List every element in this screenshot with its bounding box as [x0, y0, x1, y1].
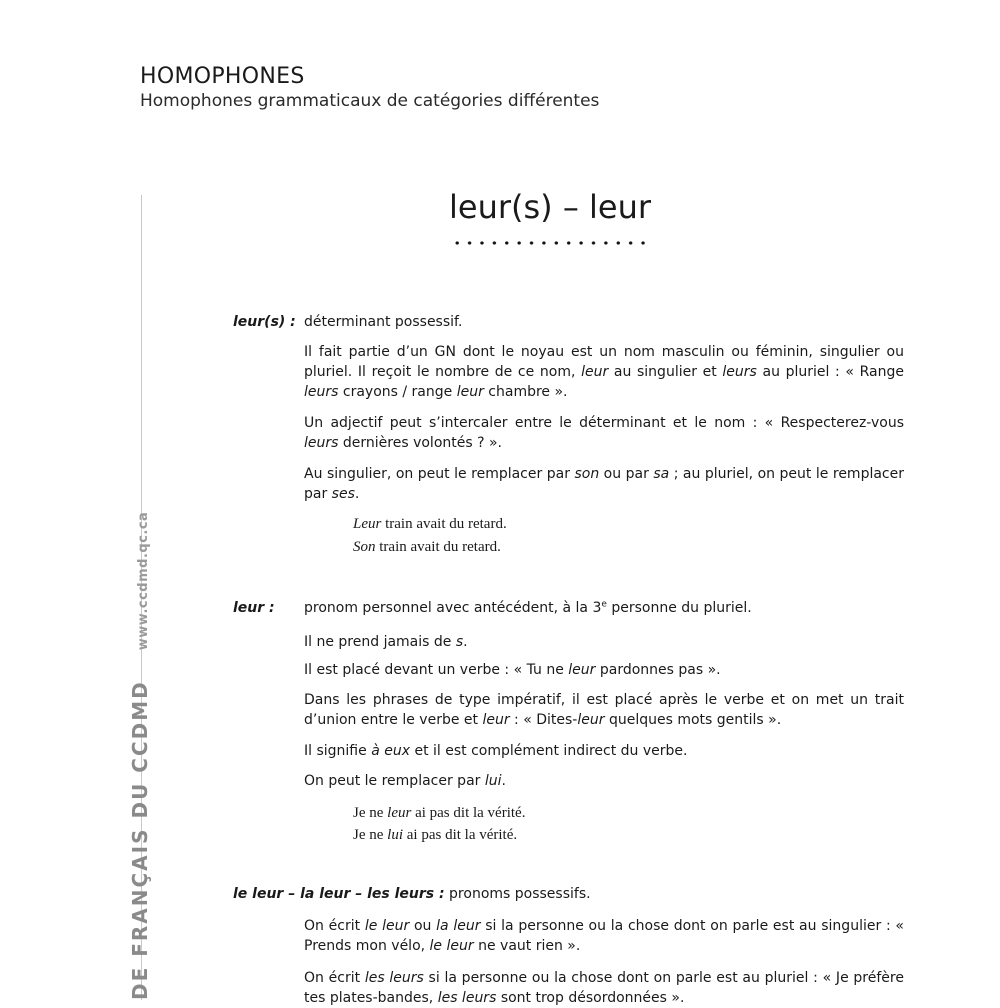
sidebar-url: www.ccdmd.qc.ca: [136, 511, 151, 651]
section3-paragraph-2: On écrit les leurs si la personne ou la chose dont on parle est au pluriel : « Je préfère tes plates-bandes, les leurs sont trop désordonnées ».: [304, 970, 904, 1006]
section1-term: leur(s) :: [233, 314, 296, 330]
sidebar-title: DE FRANÇAIS DU CCDMD: [128, 680, 152, 1000]
section2-example-2: Je ne lui ai pas dit la vérité.: [353, 827, 518, 843]
section2-paragraph-2: Il est placé devant un verbe : « Tu ne leur pardonnes pas ».: [304, 662, 721, 678]
section2-paragraph-5: On peut le remplacer par lui.: [304, 773, 506, 789]
section1-paragraph-3: Au singulier, on peut le remplacer par son ou par sa ; au pluriel, on peut le remplacer par ses.: [304, 466, 904, 502]
section2-paragraph-1: Il ne prend jamais de s.: [304, 634, 468, 650]
page-title: leur(s) – leur: [448, 188, 651, 226]
section2-term: leur :: [233, 600, 275, 616]
header-title: HOMOPHONES: [140, 64, 305, 89]
section1-example-2: Son train avait du retard.: [353, 539, 501, 555]
title-dotted-underline: [451, 240, 649, 246]
section3-paragraph-1: On écrit le leur ou la leur si la personne ou la chose dont on parle est au singulier : « Prends mon vélo, le leur ne vaut rien ».: [304, 918, 904, 954]
section2-example-1: Je ne leur ai pas dit la vérité.: [353, 805, 526, 821]
section3-definition: pronoms possessifs.: [444, 886, 591, 902]
page-header: [140, 64, 599, 112]
section1-paragraph-2: Un adjectif peut s’intercaler entre le déterminant et le nom : « Respecterez-vous leurs dernières volontés ? ».: [304, 415, 904, 451]
section2-definition: pronom personnel avec antécédent, à la 3e personne du pluriel.: [304, 599, 752, 616]
section3-term: le leur – la leur – les leurs :: [233, 886, 445, 902]
header-subtitle: Homophones grammaticaux de catégories différentes: [140, 91, 600, 111]
sidebar-vertical-text: [128, 512, 152, 1000]
section1-paragraph-1: Il fait partie d’un GN dont le noyau est un nom masculin ou féminin, singulier ou pluriel. Il reçoit le nombre de ce nom, leur au singulier et leurs au pluriel : « Range leurs crayons / range leur chambre ».: [304, 344, 905, 400]
section2-paragraph-3: Dans les phrases de type impératif, il est placé après le verbe et on met un trait d’union entre le verbe et leur : « Dites-leur quelques mots gentils ».: [304, 692, 904, 728]
section3-heading: [233, 886, 591, 902]
section2-paragraph-4: Il signifie à eux et il est complément indirect du verbe.: [304, 743, 688, 759]
section1-example-1: Leur train avait du retard.: [353, 516, 507, 532]
section1-definition: déterminant possessif.: [304, 314, 463, 330]
